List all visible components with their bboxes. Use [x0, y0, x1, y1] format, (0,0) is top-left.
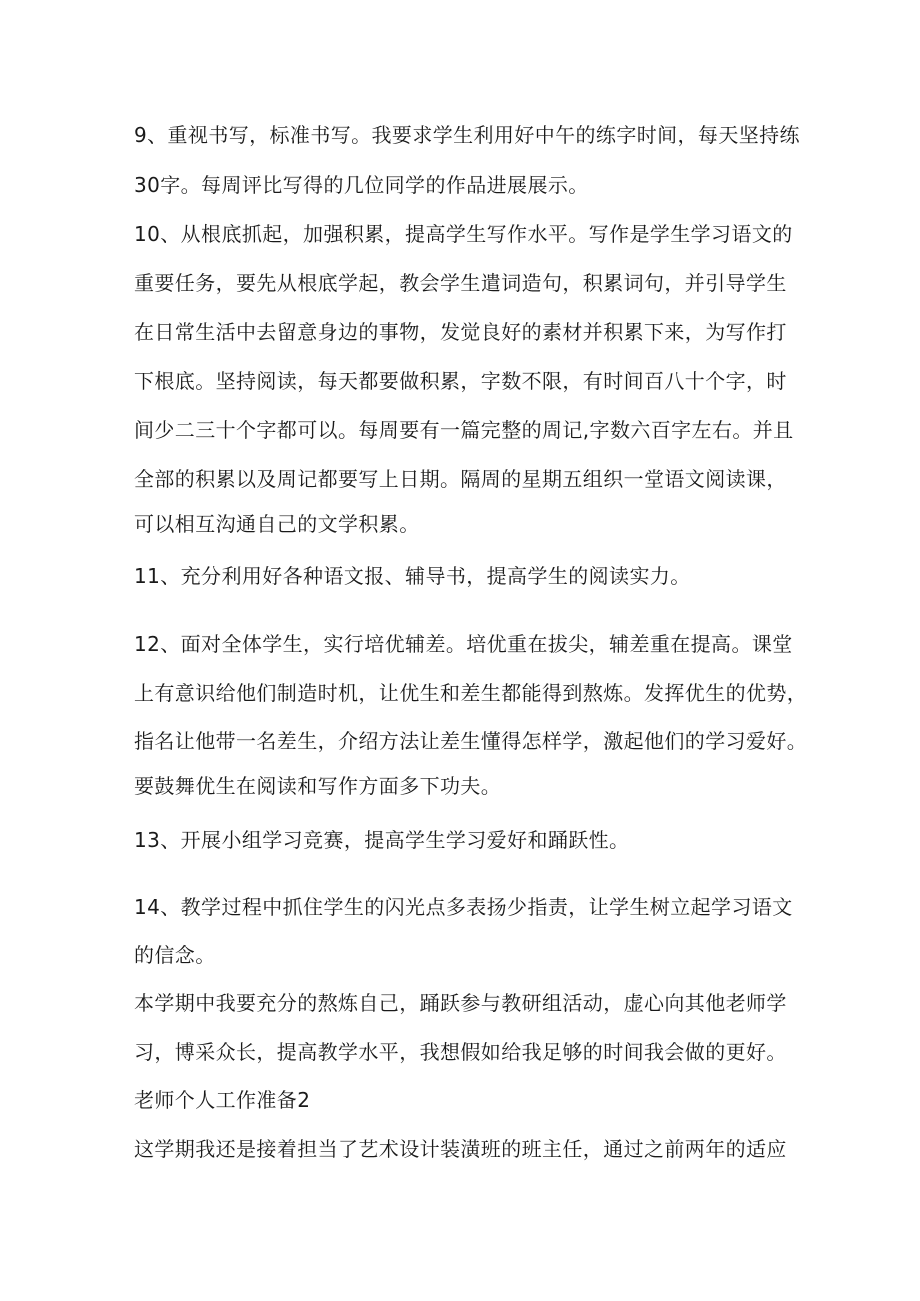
text-line: 30字。每周评比写得的几位同学的作品进展展示。 — [134, 173, 589, 197]
text-line: 上有意识给他们制造时机，让优生和差生都能得到熬炼。发挥优生的优势， — [134, 681, 808, 705]
text-line: 12、面对全体学生，实行培优辅差。培优重在拔尖，辅差重在提高。课堂 — [134, 632, 793, 656]
text-line: 可以相互沟通自己的文学积累。 — [134, 512, 420, 536]
text-line: 要鼓舞优生在阅读和写作方面多下功夫。 — [134, 774, 502, 798]
text-line: 这学期我还是接着担当了艺术设计装潢班的班主任，通过之前两年的适应 — [134, 1137, 787, 1161]
text-line: 老师个人工作准备2 — [134, 1088, 311, 1112]
text-line: 全部的积累以及周记都要写上日期。隔周的星期五组织一堂语文阅读课， — [134, 467, 787, 491]
text-line: 下根底。坚持阅读，每天都要做积累，字数不限，有时间百八十个字，时 — [134, 369, 787, 393]
text-line: 习，博采众长，提高教学水平，我想假如给我足够的时间我会做的更好。 — [134, 1040, 787, 1064]
text-line: 13、开展小组学习竞赛，提高学生学习爱好和踊跃性。 — [134, 828, 630, 852]
text-line: 11、充分利用好各种语文报、辅导书，提高学生的阅读实力。 — [134, 564, 691, 588]
text-line: 重要任务，要先从根底学起，教会学生遣词造句，积累词句，并引导学生 — [134, 271, 787, 295]
text-line: 9、重视书写，标准书写。我要求学生利用好中午的练字时间，每天坚持练 — [134, 123, 800, 147]
text-line: 14、教学过程中抓住学生的闪光点多表扬少指责，让学生树立起学习语文 — [134, 895, 793, 919]
text-line: 在日常生活中去留意身边的事物，发觉良好的素材并积累下来，为写作打 — [134, 320, 787, 344]
text-line: 10、从根底抓起，加强积累，提高学生写作水平。写作是学生学习语文的 — [134, 222, 793, 246]
text-line: 的信念。 — [134, 943, 216, 967]
text-line: 间少二三十个字都可以。每周要有一篇完整的周记,字数六百字左右。并且 — [134, 418, 794, 442]
text-line: 本学期中我要充分的熬炼自己，踊跃参与教研组活动，虚心向其他老师学 — [134, 991, 787, 1015]
text-line: 指名让他带一名差生，介绍方法让差生懂得怎样学，激起他们的学习爱好。 — [134, 729, 808, 753]
